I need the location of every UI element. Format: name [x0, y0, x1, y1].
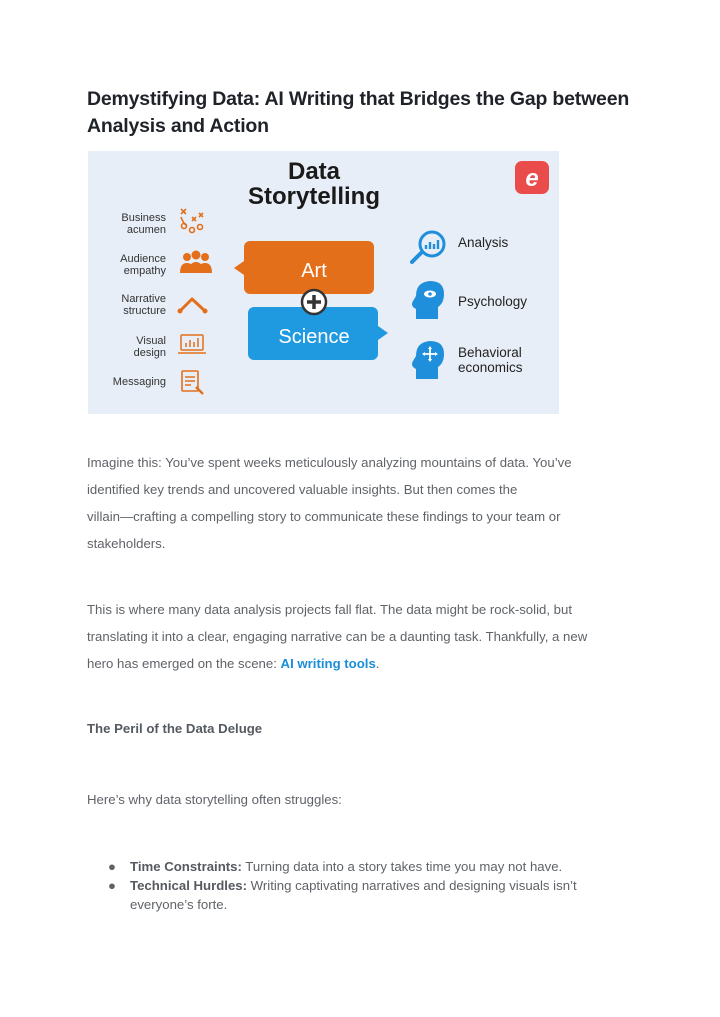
- intro-line: Imagine this: You’ve spent weeks meticulously analyzing mountains of data. You’ve: [87, 455, 572, 470]
- bullet-marker: ●: [108, 859, 116, 874]
- paragraph-punctuation: .: [375, 656, 380, 671]
- list-item: [108, 876, 628, 914]
- struggles-list: [108, 857, 628, 914]
- intro-line: identified key trends and uncovered valuable insights. But then comes the: [87, 482, 518, 497]
- paragraph-line: translating it into a clear, engaging narrative can be a daunting task. Thankfully, a new: [87, 629, 588, 644]
- list-item-text: Turning data into a story takes time you may not have.: [241, 859, 563, 874]
- list-item-text-continued: everyone’s forte.: [130, 897, 228, 912]
- plus-icon: [302, 290, 326, 314]
- page-title: Demystifying Data: AI Writing that Bridges the Gap between Analysis and Action: [87, 88, 630, 137]
- art-label: Art: [301, 260, 327, 282]
- right-item-label-psychology: Psychology: [458, 294, 528, 309]
- list-item-title: Time Constraints:: [130, 859, 242, 874]
- paragraph-line: hero has emerged on the scene:: [87, 656, 281, 671]
- infographic-heading-line1: Data: [287, 158, 341, 185]
- right-item-label-analysis: Analysis: [458, 235, 509, 250]
- infographic-heading-line2: Storytelling: [247, 183, 381, 210]
- hero-paragraph: [87, 596, 635, 677]
- left-item-label-business: Business acumen: [121, 212, 166, 236]
- e-logo-icon: [515, 161, 549, 194]
- list-item-title: Technical Hurdles:: [130, 878, 248, 893]
- left-item-label-audience: Audience empathy: [120, 253, 166, 277]
- ai-writing-tools-link[interactable]: AI writing tools: [280, 656, 376, 671]
- intro-paragraph: [87, 449, 635, 557]
- art-tag: [234, 241, 374, 294]
- data-storytelling-infographic: [88, 151, 559, 414]
- left-item-label-visual: Visual design: [133, 335, 166, 359]
- science-label: Science: [278, 326, 350, 348]
- svg-text:e: e: [525, 165, 539, 192]
- list-item: [108, 857, 628, 876]
- right-item-label-behavioral: Behavioral economics: [458, 345, 523, 375]
- intro-line: villain—crafting a compelling story to communicate these findings to your team or: [87, 509, 561, 524]
- paragraph-line: This is where many data analysis projects fall flat. The data might be rock-solid, but: [87, 602, 572, 617]
- bullet-marker: ●: [108, 878, 116, 893]
- science-tag: [248, 307, 388, 360]
- section-heading: The Peril of the Data Deluge: [87, 721, 263, 736]
- left-item-label-messaging: Messaging: [112, 376, 166, 388]
- intro-line: stakeholders.: [87, 536, 166, 551]
- left-item-label-narrative: Narrative structure: [121, 293, 166, 317]
- list-item-text: Writing captivating narratives and designing visuals isn’t: [247, 878, 577, 893]
- struggles-intro: Here’s why data storytelling often struggles:: [87, 792, 342, 807]
